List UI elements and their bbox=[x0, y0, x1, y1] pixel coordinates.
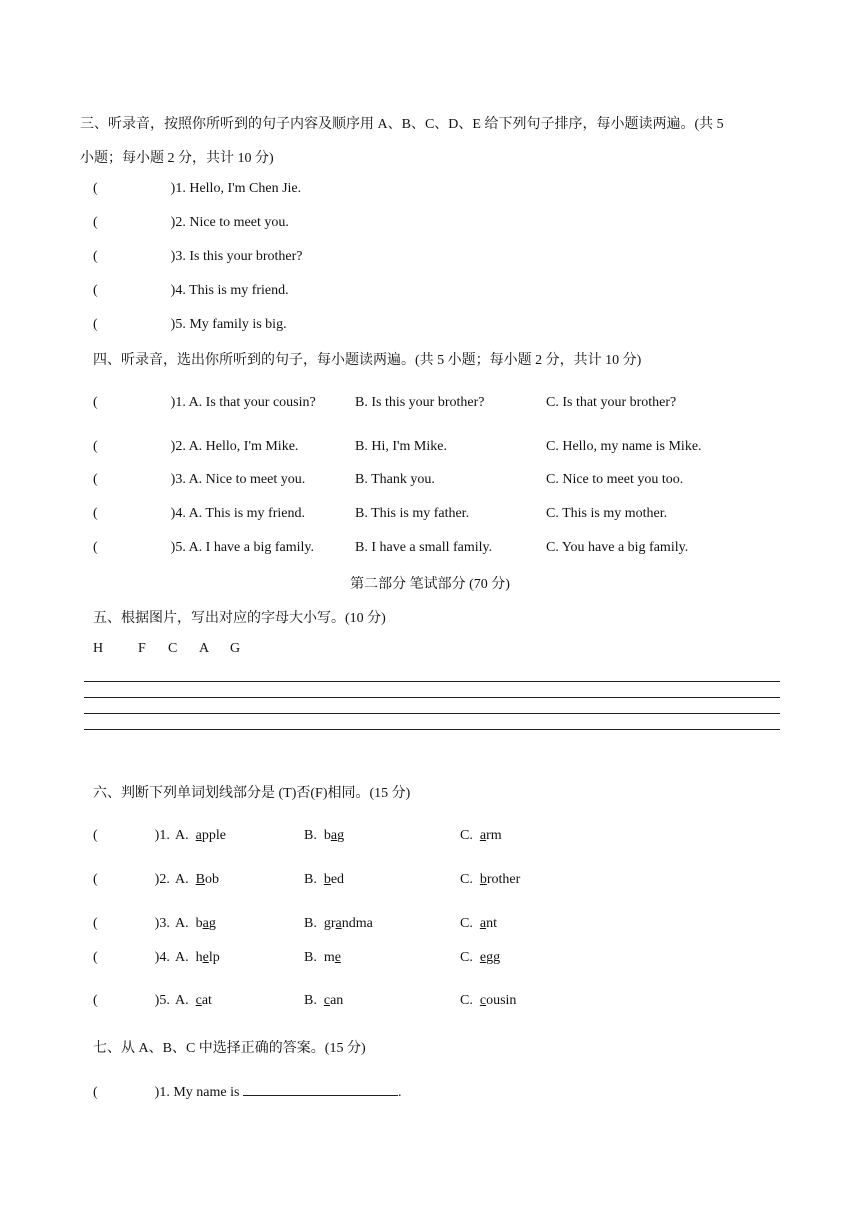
list-item: ( )4. bbox=[93, 950, 170, 965]
option-a: A. bag bbox=[175, 916, 216, 931]
list-item: ( )1. My name is . bbox=[93, 1081, 401, 1101]
option-b: B. bed bbox=[304, 872, 345, 887]
letter: C bbox=[168, 641, 178, 656]
option-c: C. Is that your brother? bbox=[546, 395, 677, 410]
list-item: ( )3. bbox=[93, 916, 170, 931]
option-c: C. Nice to meet you too. bbox=[546, 472, 684, 487]
option-b: B. Thank you. bbox=[355, 472, 435, 487]
list-item: ( )5. A. I have a big family. bbox=[93, 540, 315, 555]
letter: F bbox=[138, 641, 146, 656]
option-b: B. Is this your brother? bbox=[355, 395, 485, 410]
answer-blank bbox=[243, 1081, 398, 1096]
writing-line bbox=[84, 681, 780, 682]
option-b: B. me bbox=[304, 950, 341, 965]
option-c: C. brother bbox=[460, 872, 521, 887]
list-item: ( )5. bbox=[93, 993, 170, 1008]
letter: A bbox=[199, 641, 210, 656]
list-item: ( )2. bbox=[93, 872, 170, 887]
option-a: A. cat bbox=[175, 993, 212, 1008]
option-c: C. cousin bbox=[460, 993, 517, 1008]
writing-line bbox=[84, 729, 780, 730]
option-c: C. Hello, my name is Mike. bbox=[546, 439, 702, 454]
list-item: ( )1. bbox=[93, 828, 170, 843]
option-b: B. I have a small family. bbox=[355, 540, 493, 555]
option-a: A. help bbox=[175, 950, 220, 965]
section-3-heading-line2: 小题；每小题 2 分，共计 10 分) bbox=[80, 151, 274, 166]
option-a: A. apple bbox=[175, 828, 226, 843]
list-item: ( )3. A. Nice to meet you. bbox=[93, 472, 306, 487]
option-c: C. egg bbox=[460, 950, 501, 965]
section-3-heading-line1: 三、听录音，按照你所听到的句子内容及顺序用 A、B、C、D、E 给下列句子排序，每小题读两遍。(共 5 bbox=[80, 117, 724, 132]
writing-line bbox=[84, 713, 780, 714]
section-6-heading: 六、判断下列单词划线部分是 (T)否(F)相同。(15 分) bbox=[93, 786, 411, 801]
list-item: ( )1. Hello, I'm Chen Jie. bbox=[93, 181, 302, 196]
option-b: B. can bbox=[304, 993, 344, 1008]
list-item: ( )4. This is my friend. bbox=[93, 283, 289, 298]
option-c: C. arm bbox=[460, 828, 502, 843]
list-item: ( )5. My family is big. bbox=[93, 317, 287, 332]
option-b: B. This is my father. bbox=[355, 506, 470, 521]
section-5-heading: 五、根据图片，写出对应的字母大小写。(10 分) bbox=[93, 611, 386, 626]
option-b: B. Hi, I'm Mike. bbox=[355, 439, 447, 454]
option-b: B. bag bbox=[304, 828, 345, 843]
list-item: ( )2. Nice to meet you. bbox=[93, 215, 289, 230]
option-c: C. This is my mother. bbox=[546, 506, 668, 521]
option-b: B. grandma bbox=[304, 916, 373, 931]
list-item: ( )1. A. Is that your cousin? bbox=[93, 395, 316, 410]
part-2-title: 第二部分 笔试部分 (70 分) bbox=[350, 577, 510, 592]
list-item: ( )4. A. This is my friend. bbox=[93, 506, 305, 521]
section-4-heading: 四、听录音，选出你所听到的句子，每小题读两遍。(共 5 小题；每小题 2 分，共计 10 分) bbox=[93, 353, 642, 368]
list-item: ( )2. A. Hello, I'm Mike. bbox=[93, 439, 299, 454]
letter: G bbox=[230, 641, 241, 656]
writing-line bbox=[84, 697, 780, 698]
section-7-heading: 七、从 A、B、C 中选择正确的答案。(15 分) bbox=[93, 1041, 366, 1056]
option-c: C. You have a big family. bbox=[546, 540, 689, 555]
option-c: C. ant bbox=[460, 916, 497, 931]
option-a: A. Bob bbox=[175, 872, 219, 887]
letter: H bbox=[93, 641, 104, 656]
list-item: ( )3. Is this your brother? bbox=[93, 249, 303, 264]
